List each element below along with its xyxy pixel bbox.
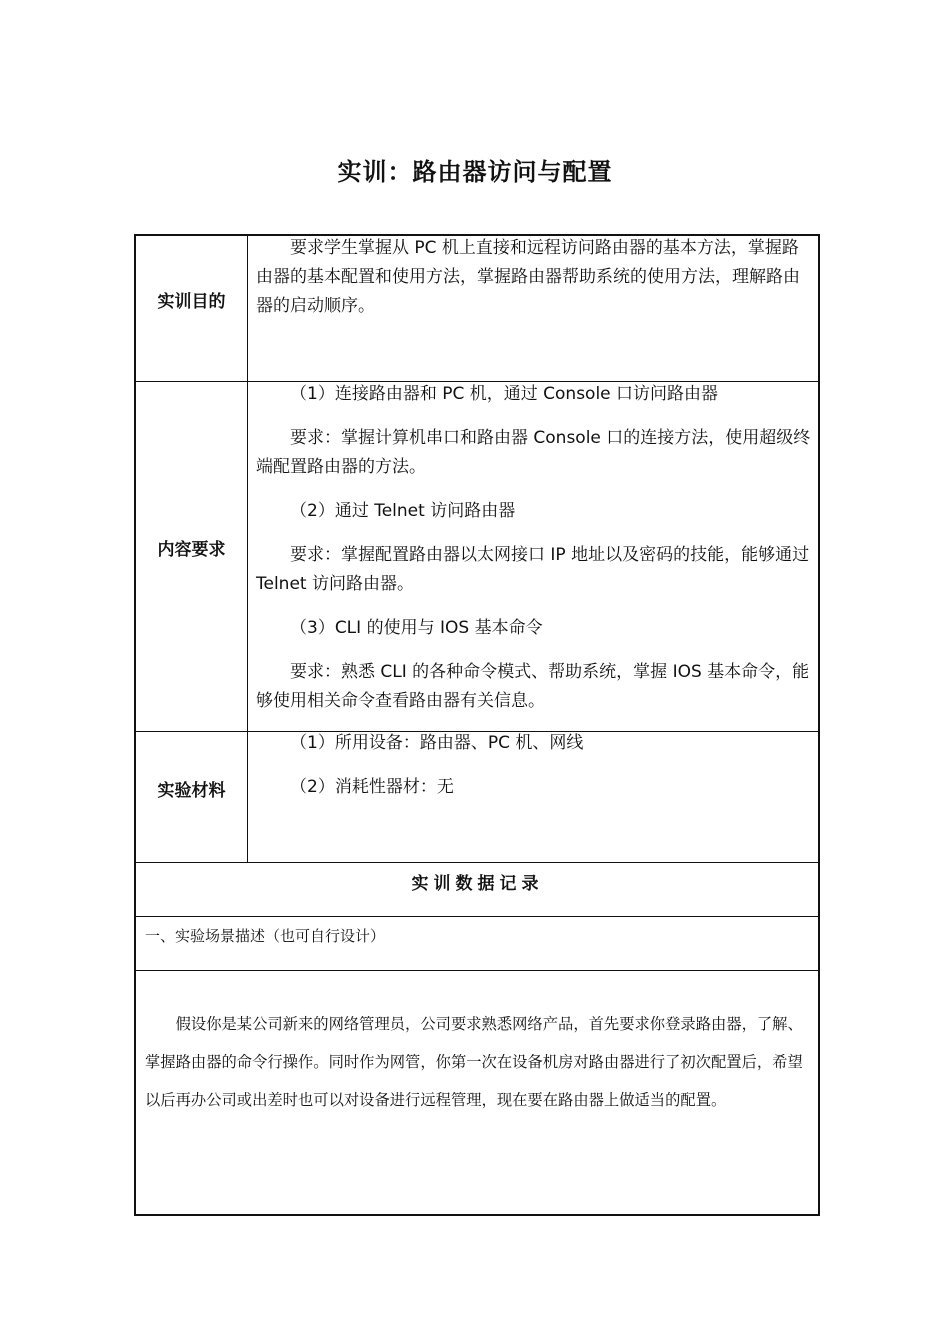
materials-content bbox=[256, 729, 812, 802]
content-item: （3）CLI 的使用与 IOS 基本命令 bbox=[290, 618, 543, 638]
purpose-content bbox=[256, 234, 812, 321]
materials-item: （2）消耗性器材：无 bbox=[290, 777, 454, 797]
purpose-label: 实训目的 bbox=[157, 292, 226, 312]
row-divider bbox=[135, 916, 819, 917]
record-title: 实训数据记录 bbox=[411, 874, 544, 894]
row-divider bbox=[135, 970, 819, 971]
page-title: 实训：路由器访问与配置 bbox=[337, 158, 613, 186]
content-item: 要求：掌握配置路由器以太网接口 IP 地址以及密码的技能，能够通过 Telnet 访问路由器。 bbox=[256, 545, 810, 594]
scenario-text: 假设你是某公司新来的网络管理员，公司要求熟悉网络产品，首先要求你登录路由器，了解、掌握路由器的命令行操作。同时作为网管，你第一次在设备机房对路由器进行了初次配置后，希望以后再办公司或出差时也可以对设备进行远程管理，现在要在路由器上做适当的配置。 bbox=[145, 1015, 803, 1109]
label-column-divider bbox=[247, 236, 248, 863]
materials-item: （1）所用设备：路由器、PC 机、网线 bbox=[290, 733, 584, 753]
content-requirements bbox=[256, 380, 812, 716]
content-item: 要求：掌握计算机串口和路由器 Console 口的连接方法，使用超级终端配置路由器的方法。 bbox=[256, 428, 811, 477]
content-item: 要求：熟悉 CLI 的各种命令模式、帮助系统，掌握 IOS 基本命令，能够使用相关命令查看路由器有关信息。 bbox=[256, 662, 810, 711]
content-item: （2）通过 Telnet 访问路由器 bbox=[290, 501, 516, 521]
content-label: 内容要求 bbox=[157, 540, 226, 560]
materials-label: 实验材料 bbox=[157, 781, 226, 801]
row-divider bbox=[135, 862, 819, 863]
purpose-text: 要求学生掌握从 PC 机上直接和远程访问路由器的基本方法，掌握路由器的基本配置和使用方法，掌握路由器帮助系统的使用方法，理解路由器的启动顺序。 bbox=[256, 238, 800, 316]
content-item: （1）连接路由器和 PC 机，通过 Console 口访问路由器 bbox=[290, 384, 719, 404]
scenario-heading: 一、实验场景描述（也可自行设计） bbox=[145, 927, 386, 945]
